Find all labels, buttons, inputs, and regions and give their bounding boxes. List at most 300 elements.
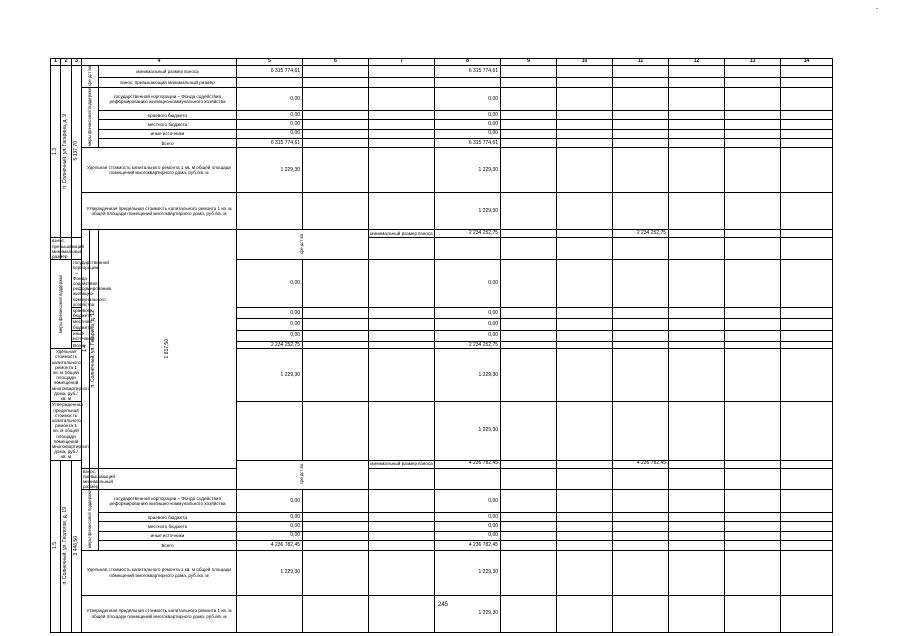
header-cell-10: 10 xyxy=(557,59,613,66)
empty-cell xyxy=(501,513,557,522)
empty-cell xyxy=(669,513,725,522)
support-label: меры финансовой поддержки xyxy=(82,490,99,550)
empty-cell xyxy=(669,193,725,230)
empty-cell xyxy=(781,238,833,260)
min-fee-label: минимальный размер взноса xyxy=(370,461,433,467)
empty-cell xyxy=(725,308,781,319)
empty-cell xyxy=(369,319,435,330)
empty-cell xyxy=(669,319,725,330)
empty-cell xyxy=(303,550,369,595)
empty-cell xyxy=(557,260,613,308)
empty-cell xyxy=(501,460,557,468)
empty-cell xyxy=(669,550,725,595)
empty-cell xyxy=(303,319,369,330)
empty-cell xyxy=(369,139,435,148)
house-area: 5 137,70 xyxy=(72,66,82,238)
empty-cell xyxy=(725,110,781,119)
header-cell-11: 11 xyxy=(613,59,669,66)
other-label: иные источники xyxy=(99,129,237,138)
empty-cell xyxy=(501,319,557,330)
header-cell-4: 4 xyxy=(82,59,237,66)
block-row-unit-cost xyxy=(51,550,833,595)
krai-col8: 0,00 xyxy=(435,110,501,119)
house-area: 3 446,50 xyxy=(72,460,82,632)
empty-cell xyxy=(501,490,557,513)
empty-cell xyxy=(725,230,781,238)
empty-cell xyxy=(557,513,613,522)
unit-cost-col8: 1 229,30 xyxy=(435,148,501,193)
empty-cell xyxy=(613,88,669,111)
empty-cell xyxy=(613,531,669,540)
empty-cell xyxy=(669,342,725,349)
other-label: иные источники xyxy=(99,531,237,540)
krai-col5: 0,00 xyxy=(237,110,303,119)
empty-cell xyxy=(613,110,669,119)
empty-cell xyxy=(369,349,435,402)
empty-cell xyxy=(781,402,833,460)
block-row-min-fee xyxy=(51,66,833,78)
empty-cell xyxy=(669,531,725,540)
empty-cell xyxy=(303,193,369,230)
empty-cell xyxy=(501,595,557,632)
empty-cell xyxy=(781,468,833,490)
empty-cell xyxy=(613,468,669,490)
empty-cell xyxy=(369,120,435,129)
empty-cell xyxy=(669,260,725,308)
block-row-local xyxy=(51,120,833,129)
empty-cell xyxy=(501,148,557,193)
empty-cell xyxy=(303,110,369,119)
empty-cell xyxy=(781,88,833,111)
empty-cell xyxy=(557,193,613,230)
empty-cell xyxy=(669,490,725,513)
empty-cell xyxy=(725,148,781,193)
empty-cell xyxy=(303,330,369,341)
empty-cell xyxy=(781,349,833,402)
unit-cost-label: Удельная стоимость капитального ремонта 1 кв. м общей площади помещений многоквартирного дома, руб./кв. м xyxy=(82,550,237,595)
total-col5: 2 234 252,75 xyxy=(237,342,303,349)
krai-col5: 0,00 xyxy=(237,513,303,522)
empty-cell xyxy=(613,129,669,138)
other-col5: 0,00 xyxy=(237,531,303,540)
empty-cell xyxy=(557,308,613,319)
empty-cell xyxy=(303,490,369,513)
empty-cell xyxy=(669,238,725,260)
empty-cell xyxy=(781,308,833,319)
fund-col5: 0,00 xyxy=(237,88,303,111)
empty-cell xyxy=(557,468,613,490)
empty-cell xyxy=(303,513,369,522)
min-fee-col8: 4 236 782,45 xyxy=(613,460,669,468)
empty-cell xyxy=(781,342,833,349)
support-label: меры финансовой поддержки xyxy=(82,88,99,148)
empty-cell xyxy=(781,522,833,531)
block-row-limit-cost xyxy=(51,595,833,632)
local-col8: 0,00 xyxy=(435,120,501,129)
empty-cell xyxy=(613,319,669,330)
empty-cell xyxy=(435,238,501,260)
min-fee-col8: 6 315 774,61 xyxy=(435,66,501,78)
empty-cell xyxy=(501,129,557,138)
block-row-over-fee xyxy=(51,468,833,490)
empty-cell xyxy=(725,129,781,138)
empty-cell xyxy=(369,342,435,349)
empty-cell xyxy=(781,531,833,540)
other-col5: 0,00 xyxy=(237,129,303,138)
empty-cell xyxy=(725,88,781,111)
block-row-total xyxy=(51,139,833,148)
empty-cell xyxy=(613,139,669,148)
empty-cell xyxy=(303,522,369,531)
block-row-krai xyxy=(51,513,833,522)
empty-cell xyxy=(557,77,613,87)
empty-cell xyxy=(613,193,669,230)
header-cell-1: 1 xyxy=(51,59,61,66)
owners-funds-label: сре дст ва xyxy=(237,230,369,260)
empty-cell xyxy=(501,349,557,402)
block-row-fund xyxy=(51,490,833,513)
block-row-krai xyxy=(51,110,833,119)
house-area: 1 817,50 xyxy=(99,230,237,468)
empty-cell xyxy=(781,230,833,238)
empty-cell xyxy=(303,66,369,78)
empty-cell xyxy=(557,595,613,632)
min-fee-col8: 2 234 252,75 xyxy=(613,230,669,238)
total-label: Всего xyxy=(99,139,237,148)
empty-cell xyxy=(237,77,303,87)
empty-cell xyxy=(613,260,669,308)
empty-cell xyxy=(303,120,369,129)
empty-cell xyxy=(303,402,369,460)
min-fee-label: минимальный размер взноса xyxy=(370,231,433,237)
empty-cell xyxy=(303,129,369,138)
house-address: п. Солнечный, ул. Гагарина, д. 9 xyxy=(61,66,72,238)
total-col8: 4 236 782,45 xyxy=(435,541,501,550)
empty-cell xyxy=(557,319,613,330)
empty-cell xyxy=(557,139,613,148)
local-col8: 0,00 xyxy=(435,522,501,531)
empty-cell xyxy=(781,513,833,522)
empty-cell xyxy=(557,88,613,111)
empty-cell xyxy=(613,77,669,87)
block-row-fund xyxy=(51,88,833,111)
empty-cell xyxy=(501,193,557,230)
empty-cell xyxy=(369,522,435,531)
empty-cell xyxy=(369,490,435,513)
empty-cell xyxy=(369,513,435,522)
empty-cell xyxy=(557,330,613,341)
empty-cell xyxy=(669,541,725,550)
local-label: местного бюджета xyxy=(73,319,93,330)
header-cell-6: 6 xyxy=(303,59,369,66)
empty-cell xyxy=(725,238,781,260)
empty-cell xyxy=(781,77,833,87)
empty-cell xyxy=(613,308,669,319)
block-row-other xyxy=(51,129,833,138)
fund-label: государственной корпорации – Фонда содействия реформированию жилищно-коммунального хозяйства xyxy=(99,88,237,111)
empty-cell xyxy=(501,330,557,341)
empty-cell xyxy=(613,148,669,193)
empty-cell xyxy=(369,531,435,540)
empty-cell xyxy=(781,260,833,308)
unit-cost-col5: 1 229,30 xyxy=(237,148,303,193)
empty-cell xyxy=(725,66,781,78)
total-label: Всего xyxy=(99,541,237,550)
empty-cell xyxy=(557,490,613,513)
empty-cell xyxy=(725,120,781,129)
krai-label: краевого бюджета xyxy=(99,513,237,522)
krai-col8: 0,00 xyxy=(435,513,501,522)
fund-col8: 0,00 xyxy=(435,490,501,513)
empty-cell xyxy=(557,238,613,260)
empty-cell xyxy=(557,342,613,349)
header-cell-13: 13 xyxy=(725,59,781,66)
empty-cell xyxy=(557,349,613,402)
empty-cell xyxy=(369,595,435,632)
header-cell-7: 7 xyxy=(369,59,435,66)
empty-cell xyxy=(781,66,833,78)
header-row xyxy=(51,59,833,66)
empty-cell xyxy=(613,238,669,260)
empty-cell xyxy=(369,260,435,308)
fund-label: государственной корпорации – Фонда содействия реформированию жилищно-коммунального хозяйства xyxy=(73,260,112,307)
empty-cell xyxy=(369,66,435,78)
empty-cell xyxy=(557,129,613,138)
empty-cell xyxy=(725,460,781,468)
unit-cost-col5: 1 229,30 xyxy=(237,349,303,402)
empty-cell xyxy=(725,260,781,308)
empty-cell xyxy=(99,468,237,490)
limit-cost-label: Утвержденная предельная стоимость капитального ремонта 1 кв. м общей площади помещений многоквартирного дома, руб./кв. м xyxy=(82,595,237,632)
empty-cell xyxy=(369,402,435,460)
other-col8: 0,00 xyxy=(435,330,501,341)
empty-cell xyxy=(237,595,303,632)
fund-col8: 0,00 xyxy=(435,88,501,111)
empty-cell xyxy=(557,66,613,78)
empty-cell xyxy=(557,531,613,540)
empty-cell xyxy=(501,522,557,531)
unit-cost-col8: 1 229,30 xyxy=(435,349,501,402)
empty-cell xyxy=(557,402,613,460)
empty-cell xyxy=(613,120,669,129)
empty-cell xyxy=(669,88,725,111)
fund-label: государственной корпорации – Фонда содействия реформированию жилищно-коммунального хозяйства xyxy=(99,490,237,513)
empty-cell xyxy=(613,513,669,522)
empty-cell xyxy=(303,342,369,349)
empty-cell xyxy=(725,330,781,341)
local-col8: 0,00 xyxy=(435,319,501,330)
empty-cell xyxy=(781,330,833,341)
over-fee-label: взнос, превышающий минимальный размер xyxy=(52,238,84,260)
limit-cost-col8: 1 229,30 xyxy=(435,595,501,632)
block-row-unit-cost xyxy=(51,148,833,193)
empty-cell xyxy=(613,541,669,550)
empty-cell xyxy=(781,595,833,632)
empty-cell xyxy=(669,308,725,319)
empty-cell xyxy=(303,531,369,540)
empty-cell xyxy=(557,148,613,193)
empty-cell xyxy=(435,468,501,490)
empty-cell xyxy=(237,402,303,460)
empty-cell xyxy=(669,595,725,632)
empty-cell xyxy=(557,541,613,550)
krai-label: краевого бюджета xyxy=(99,110,237,119)
empty-cell xyxy=(435,77,501,87)
empty-cell xyxy=(369,148,435,193)
limit-cost-label: Утвержденная предельная стоимость капитального ремонта 1 кв. м общей площади помещений многоквартирного дома, руб./кв. м xyxy=(52,402,91,460)
total-col5: 6 315 774,61 xyxy=(237,139,303,148)
empty-cell xyxy=(781,193,833,230)
empty-cell xyxy=(781,110,833,119)
empty-cell xyxy=(369,541,435,550)
total-col5: 4 236 782,45 xyxy=(237,541,303,550)
empty-cell xyxy=(669,77,725,87)
empty-cell xyxy=(303,308,369,319)
header-cell-5: 5 xyxy=(237,59,303,66)
min-fee-col5: 2 234 252,75 xyxy=(435,230,501,238)
local-col5: 0,00 xyxy=(237,120,303,129)
empty-cell xyxy=(669,522,725,531)
empty-cell xyxy=(501,342,557,349)
empty-cell xyxy=(781,120,833,129)
unit-cost-label: Удельная стоимость капитального ремонта 1 кв. м общей площади помещений многоквартирного дома, руб./кв. м xyxy=(82,148,237,193)
owners-funds-label: сре дст ва xyxy=(237,460,369,490)
empty-cell xyxy=(303,139,369,148)
unit-cost-col8: 1 229,30 xyxy=(435,550,501,595)
limit-cost-col8: 1 229,30 xyxy=(435,193,501,230)
header-cell-2: 2 xyxy=(61,59,72,66)
empty-cell xyxy=(725,349,781,402)
block-row-over-fee xyxy=(51,77,833,87)
empty-cell xyxy=(303,260,369,308)
empty-cell xyxy=(501,110,557,119)
empty-cell xyxy=(369,77,435,87)
min-fee-label: минимальный размер взноса xyxy=(99,66,237,78)
empty-cell xyxy=(725,541,781,550)
support-label: меры финансовой поддержки xyxy=(51,260,72,349)
fund-col5: 0,00 xyxy=(237,260,303,308)
empty-cell xyxy=(303,88,369,111)
item-number: 1.4 xyxy=(82,230,90,468)
min-fee-col5: 6 315 774,61 xyxy=(237,66,303,78)
empty-cell xyxy=(237,193,303,230)
empty-cell xyxy=(557,120,613,129)
total-label: Всего xyxy=(73,342,86,348)
item-number: 1.5 xyxy=(51,460,61,632)
empty-cell xyxy=(613,330,669,341)
empty-cell xyxy=(501,139,557,148)
house-address: п. Солнечный, ул. Гагарина, д. 12 xyxy=(90,230,99,468)
header-cell-8: 8 xyxy=(435,59,501,66)
limit-cost-label: Утвержденная предельная стоимость капитального ремонта 1 кв. м общей площади помещений многоквартирного дома, руб./кв. м xyxy=(82,193,237,230)
empty-cell xyxy=(303,595,369,632)
local-label: местного бюджета xyxy=(99,522,237,531)
empty-cell xyxy=(501,541,557,550)
fund-col8: 0,00 xyxy=(435,260,501,308)
empty-cell xyxy=(725,531,781,540)
unit-cost-col5: 1 229,30 xyxy=(237,550,303,595)
empty-cell xyxy=(369,129,435,138)
empty-cell xyxy=(613,550,669,595)
empty-cell xyxy=(725,468,781,490)
empty-cell xyxy=(369,468,435,490)
unit-cost-label: Удельная стоимость капитального ремонта 1 кв. м общей площади помещений многоквартирного дома, руб./кв. м xyxy=(52,349,91,402)
item-number: 1.3 xyxy=(51,66,61,238)
empty-cell xyxy=(369,88,435,111)
krai-col5: 0,00 xyxy=(237,308,303,319)
empty-cell xyxy=(369,308,435,319)
krai-col8: 0,00 xyxy=(435,308,501,319)
other-col8: 0,00 xyxy=(435,129,501,138)
house-address: п. Солнечный, ул. Геологов, д. 19 xyxy=(61,460,72,632)
other-label: иные источники xyxy=(73,330,95,342)
empty-cell xyxy=(725,490,781,513)
owners-funds-label: сре дст ва xyxy=(82,66,99,88)
empty-cell xyxy=(303,541,369,550)
empty-cell xyxy=(613,490,669,513)
header-cell-3: 3 xyxy=(72,59,82,66)
empty-cell xyxy=(613,66,669,78)
empty-cell xyxy=(501,77,557,87)
local-col5: 0,00 xyxy=(237,319,303,330)
other-col5: 0,00 xyxy=(237,330,303,341)
empty-cell xyxy=(669,148,725,193)
empty-cell xyxy=(369,550,435,595)
empty-cell xyxy=(725,595,781,632)
empty-cell xyxy=(501,308,557,319)
other-col8: 0,00 xyxy=(435,531,501,540)
empty-cell xyxy=(669,66,725,78)
empty-cell xyxy=(781,490,833,513)
empty-cell xyxy=(501,230,557,238)
empty-cell xyxy=(557,110,613,119)
empty-cell xyxy=(557,550,613,595)
empty-cell xyxy=(781,139,833,148)
empty-cell xyxy=(781,148,833,193)
empty-cell xyxy=(669,460,725,468)
empty-cell xyxy=(501,531,557,540)
empty-cell xyxy=(725,513,781,522)
empty-cell xyxy=(669,330,725,341)
empty-cell xyxy=(725,193,781,230)
local-col5: 0,00 xyxy=(237,522,303,531)
limit-cost-col8: 1 229,30 xyxy=(435,402,501,460)
fund-col5: 0,00 xyxy=(237,490,303,513)
empty-cell xyxy=(781,550,833,595)
empty-cell xyxy=(781,319,833,330)
empty-cell xyxy=(781,541,833,550)
empty-cell xyxy=(501,402,557,460)
block-row-min-fee xyxy=(51,230,833,238)
empty-cell xyxy=(669,139,725,148)
header-cell-12: 12 xyxy=(669,59,725,66)
empty-cell xyxy=(557,230,613,238)
empty-cell xyxy=(369,238,435,260)
empty-cell xyxy=(613,522,669,531)
empty-cell xyxy=(669,110,725,119)
block-row-total xyxy=(51,541,833,550)
empty-cell xyxy=(725,77,781,87)
empty-cell xyxy=(501,88,557,111)
empty-cell xyxy=(303,77,369,87)
empty-cell xyxy=(369,330,435,341)
empty-cell xyxy=(669,349,725,402)
empty-cell xyxy=(613,595,669,632)
page-number: 245 xyxy=(438,602,449,608)
empty-cell xyxy=(501,120,557,129)
empty-cell xyxy=(303,349,369,402)
empty-cell xyxy=(669,120,725,129)
